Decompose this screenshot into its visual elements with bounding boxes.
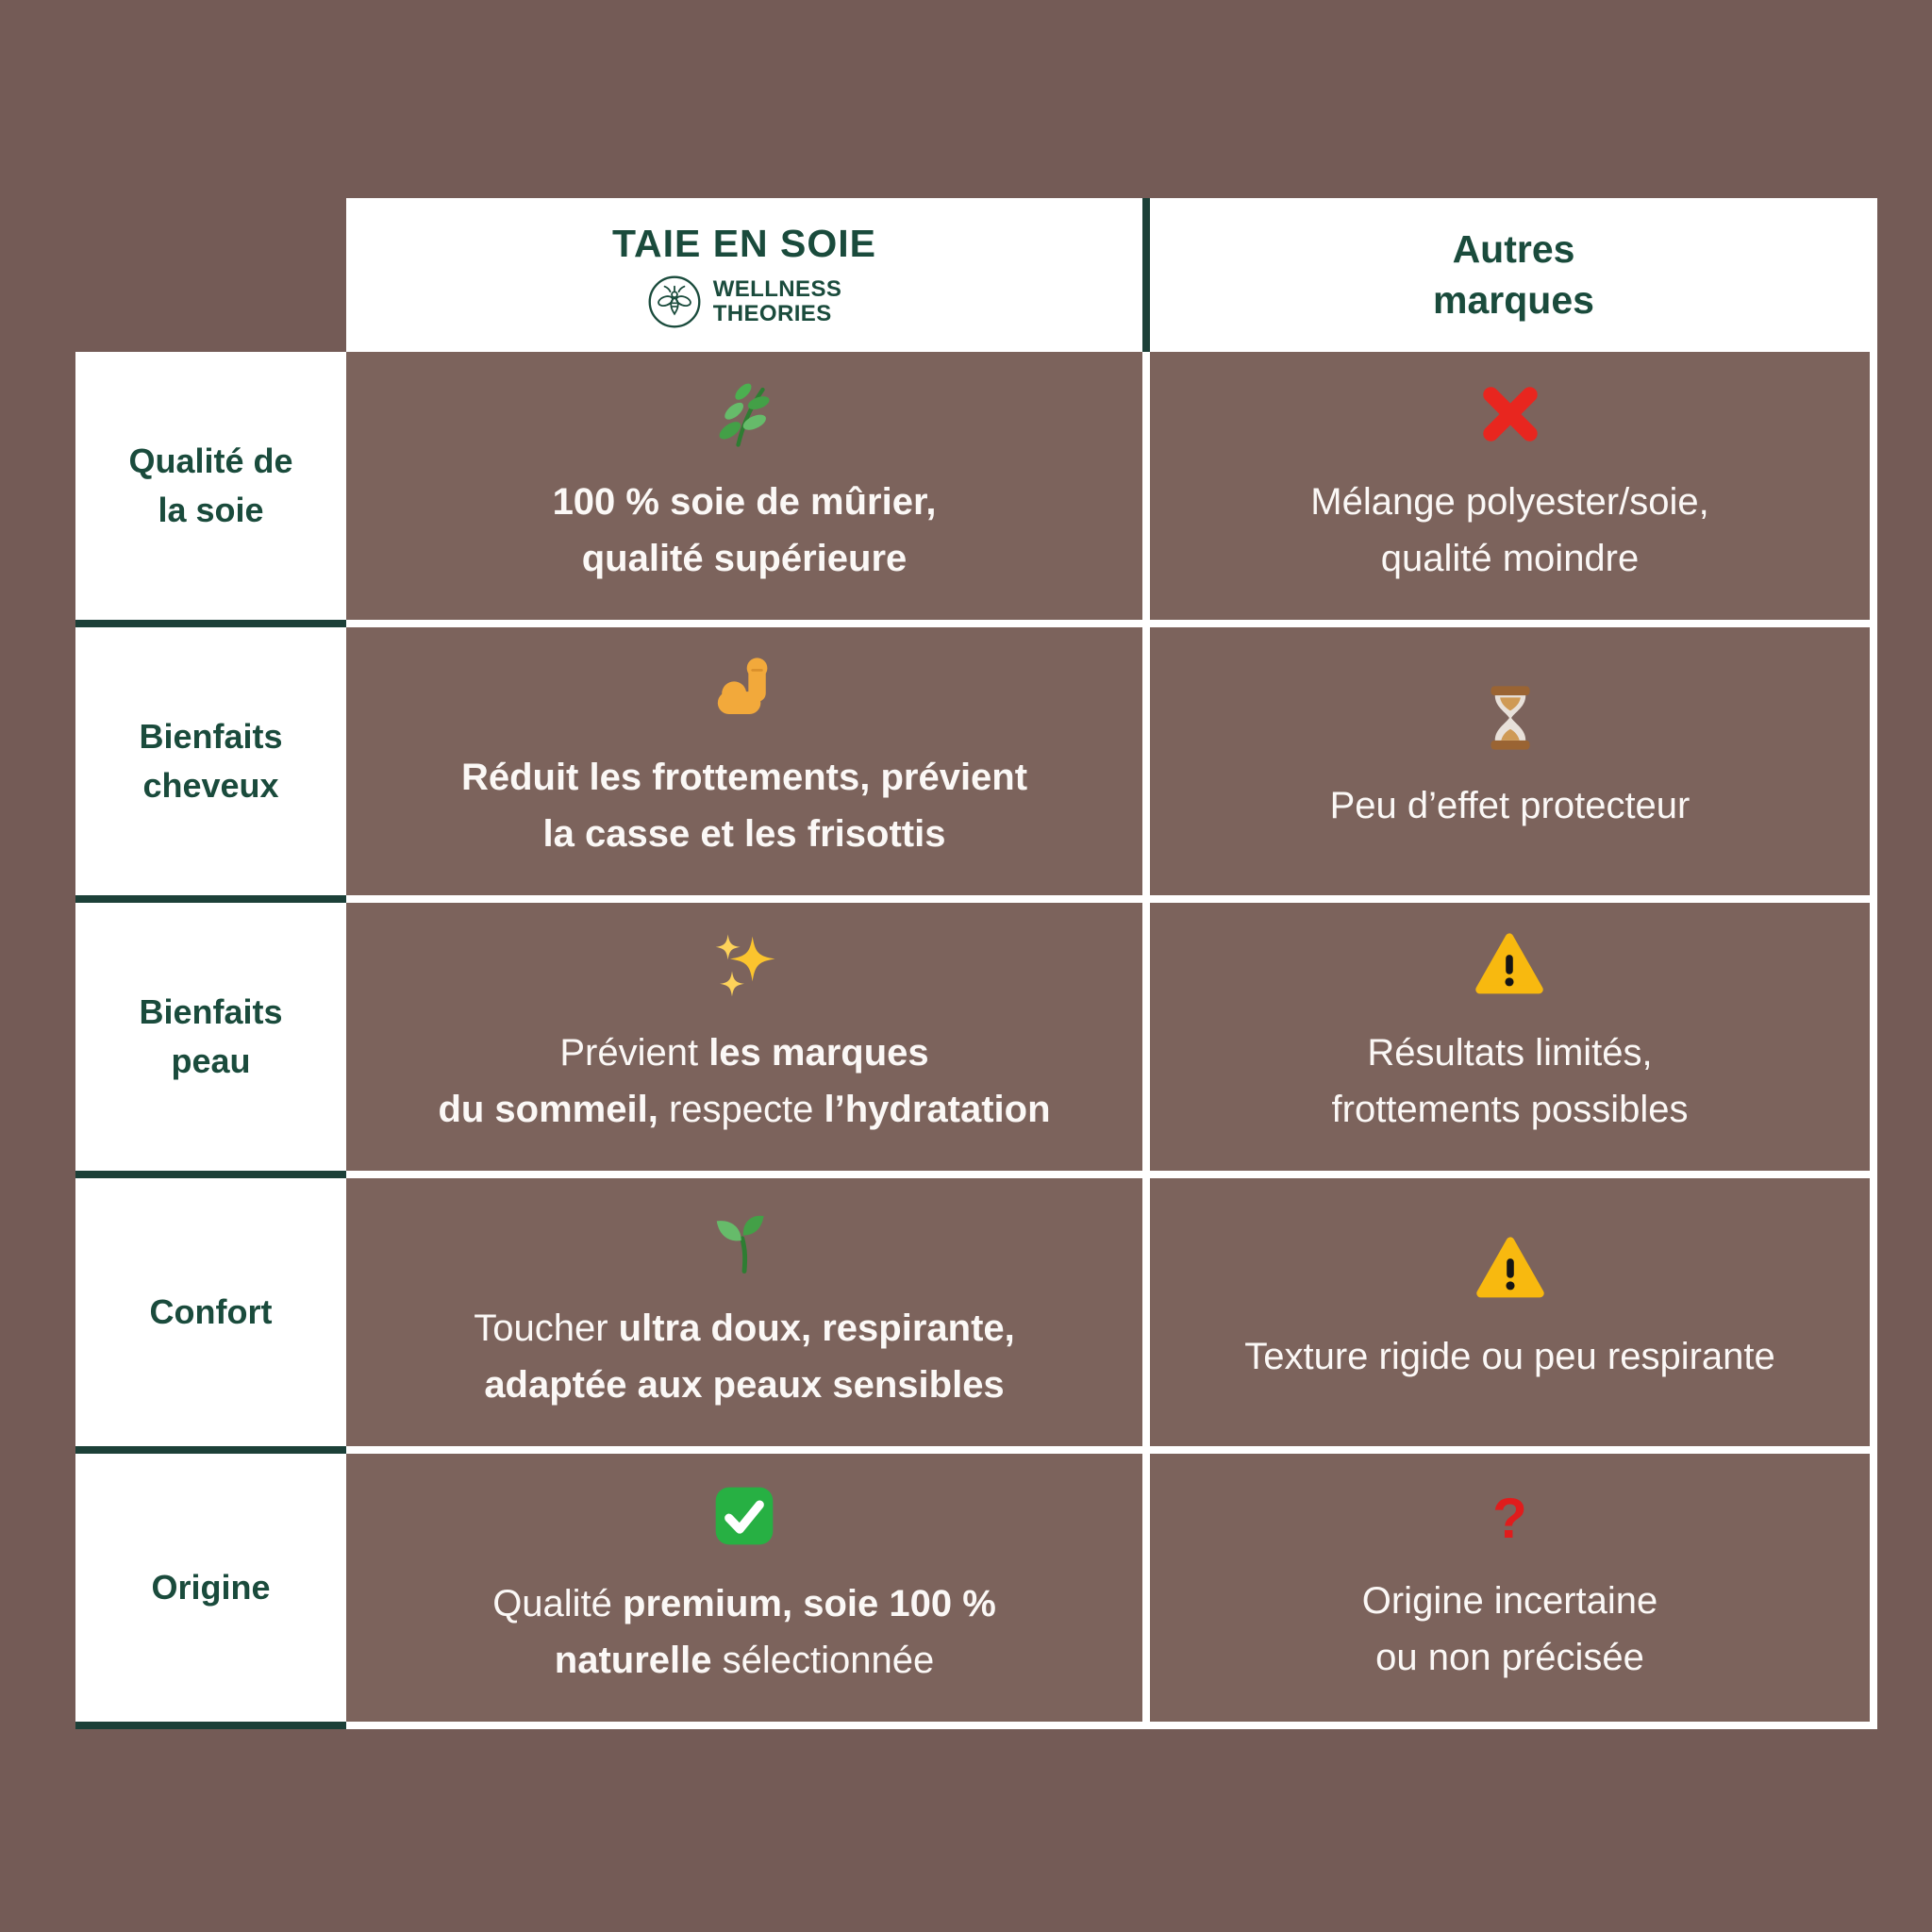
- brand-cell-text: 100 % soie de mûrier, qualité supérieure: [552, 481, 937, 579]
- brand-cell: [346, 1178, 1142, 1454]
- competitor-cell-text: Origine incertaine ou non précisée: [1361, 1580, 1658, 1678]
- competitor-cell: [1150, 627, 1877, 903]
- warning-icon: [1473, 928, 1546, 1002]
- brand-cell: [346, 627, 1142, 903]
- brand-cell-text: Réduit les frottements, prévient la casse et les frisottis: [460, 757, 1028, 855]
- logo-line-1: WELLNESS: [712, 276, 842, 303]
- competitor-cell-text: Mélange polyester/soie, qualité moindre: [1310, 481, 1709, 579]
- competitor-cell: [1150, 352, 1877, 627]
- column-divider: [1142, 352, 1150, 627]
- header-column-divider: [1142, 198, 1150, 352]
- row-label-cell: [75, 903, 346, 1178]
- row-label: Confort: [149, 1291, 273, 1331]
- brand-logo-text: [713, 277, 842, 325]
- row-label-cell: [75, 627, 346, 903]
- row-label-cell: [75, 352, 346, 627]
- flexed-biceps-icon: [708, 653, 781, 726]
- seedling-icon: [708, 1204, 781, 1277]
- brand-cell: [346, 1454, 1142, 1729]
- brand-cell: [346, 352, 1142, 627]
- brand-cell-text: Toucher ultra doux, respirante, adaptée aux peaux sensibles: [474, 1307, 1015, 1406]
- comparison-table: [75, 198, 1877, 1729]
- cross-mark-icon: [1474, 377, 1547, 451]
- check-mark-icon: [708, 1479, 781, 1553]
- competitor-cell-text: Texture rigide ou peu respirante: [1244, 1336, 1775, 1377]
- brand-logo: [647, 275, 842, 329]
- brand-column-title: TAIE EN SOIE: [611, 221, 877, 265]
- hourglass-icon: [1474, 681, 1547, 755]
- column-divider: [1142, 1454, 1150, 1729]
- table-row-skin-benefits: [75, 903, 1877, 1178]
- competitor-cell-text: Peu d’effet protecteur: [1329, 785, 1690, 826]
- table-row-hair-benefits: [75, 627, 1877, 903]
- row-label-cell: [75, 1178, 346, 1454]
- table-row-silk-quality: [75, 352, 1877, 627]
- competitor-cell: [1150, 1178, 1877, 1454]
- bee-logo-icon: [647, 275, 702, 329]
- row-label: Bienfaits peau: [139, 991, 283, 1080]
- brand-cell-text: Prévient les marques du sommeil, respecte l’hydratation: [438, 1032, 1051, 1130]
- competitor-cell: [1150, 1454, 1877, 1729]
- column-divider: [1142, 1178, 1150, 1454]
- header-brand-cell: [346, 198, 1142, 352]
- header-competitor-cell: [1150, 198, 1877, 352]
- row-label: Origine: [151, 1567, 271, 1607]
- table-row-comfort: [75, 1178, 1877, 1454]
- column-divider: [1142, 627, 1150, 903]
- warning-icon: [1474, 1232, 1547, 1306]
- logo-line-2: THEORIES: [712, 300, 832, 326]
- competitor-cell-text: Résultats limités, frottements possibles: [1331, 1032, 1689, 1130]
- question-mark-icon: ?: [1492, 1487, 1527, 1550]
- table-row-origin: [75, 1454, 1877, 1729]
- brand-cell-text: Qualité premium, soie 100 % naturelle sélectionnée: [492, 1583, 996, 1681]
- competitor-cell: [1150, 903, 1877, 1178]
- table-header-row: [346, 198, 1877, 352]
- competitor-title-line-2: marques: [1433, 277, 1594, 322]
- row-label: Bienfaits cheveux: [139, 716, 283, 805]
- herb-icon: [708, 377, 781, 451]
- sparkles-icon: [708, 928, 781, 1002]
- column-divider: [1142, 903, 1150, 1178]
- brand-cell: [346, 903, 1142, 1178]
- competitor-title-line-1: Autres: [1452, 227, 1575, 272]
- row-label-cell: [75, 1454, 346, 1729]
- row-label: Qualité de la soie: [128, 441, 293, 529]
